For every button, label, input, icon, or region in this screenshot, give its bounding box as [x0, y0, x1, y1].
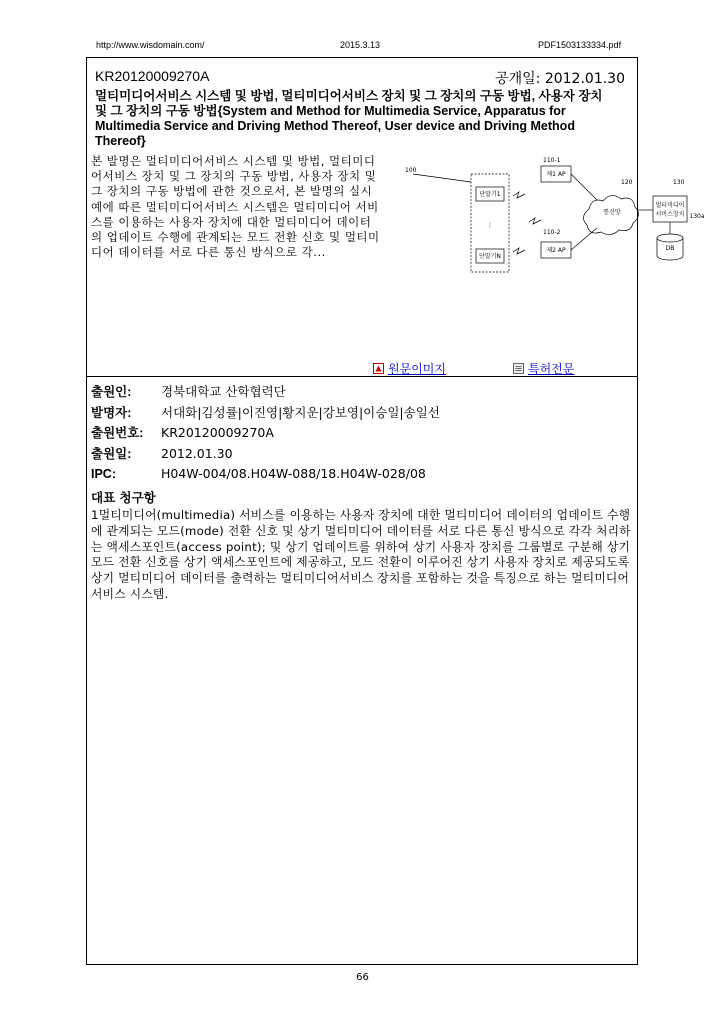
fig-label-110-2: 110-2 [543, 229, 561, 236]
meta-row-inventor [91, 403, 440, 424]
header-date: 2015.3.13 [340, 40, 381, 50]
fig-label-130a: 130a [689, 213, 705, 220]
record-frame [86, 57, 705, 965]
meta-value: KR20120009270A [161, 425, 274, 440]
publication-number: KR20120009270A [95, 68, 210, 84]
full-text-link-wrap [513, 360, 574, 377]
meta-row-ipc [91, 464, 440, 485]
summary-section [87, 58, 705, 377]
fig-wireless-2 [513, 248, 525, 254]
patent-title: 멀티미디어서비스 시스템 및 방법, 멀티미디어서비스 장치 및 그 장치의 구동 방법, 사용자 장치 및 그 장치의 구동 방법{System and Method for Multimedia Service, Apparatus for Multimedia Service and Driving Method Thereof, User device and Driving Method Thereof} [95, 89, 603, 148]
meta-value: 2012.01.30 [161, 445, 233, 461]
fig-service-label-2: 서비스장치 [655, 211, 685, 218]
original-image-link-wrap [373, 360, 446, 377]
header-url: http://www.wisdomain.com/ [96, 40, 205, 50]
fig-network-label: 통신망 [603, 209, 621, 216]
fig-service-label-1: 멀티미디어 [655, 202, 685, 209]
claim-heading: 대표 청구항 [91, 490, 156, 505]
meta-key: 출원인: [91, 385, 132, 399]
meta-key: IPC: [91, 467, 116, 481]
fig-wireless-1 [513, 192, 525, 198]
bibliographic-info [91, 382, 440, 485]
original-image-link[interactable]: 원문이미지 [388, 362, 446, 376]
fig-terminal-1-label: 단말기1 [479, 191, 501, 198]
meta-key: 출원번호: [91, 426, 144, 440]
fig-db-label: DB [665, 245, 675, 252]
fig-label-120: 120 [621, 179, 633, 186]
meta-row-applicant [91, 382, 440, 403]
fig-terminal-n-label: 단말기N [479, 253, 501, 260]
abstract-text: 본 발명은 멀티미디어서비스 시스템 및 방법, 멀티미디어서비스 장치 및 그 장치의 구동 방법, 사용자 장치 및 그 장치의 구동 방법에 관한 것으로서, 본 발명의 실시예에 따른 멀티미디어서비스 시스템은 멀티미디어 서비스를 이용하는 사용자 장치에 대한 멀티미디어 데이터의 업데이트 수행에 관계되는 모드 전환 신호 및 멀티미디어 데이터를 서로 다른 통신 방식으로 각... [91, 154, 380, 260]
fig-link-ap1 [571, 174, 597, 200]
pdf-icon [373, 363, 384, 374]
fig-wireless-3 [529, 218, 541, 224]
meta-value: 경북대학교 산학협력단 [161, 384, 286, 399]
fig-label-100: 100 [405, 167, 417, 174]
fig-terminal-dots: ⋮ [487, 222, 493, 229]
page-number: 66 [356, 972, 369, 983]
fig-label-110-1: 110-1 [543, 157, 561, 164]
document-icon [513, 363, 524, 374]
fig-link-ap2 [571, 228, 597, 250]
meta-value: H04W-004/08.H04W-088/18.H04W-028/08 [161, 466, 426, 481]
fig-leader-100 [413, 174, 471, 182]
fig-service-box [653, 196, 687, 222]
full-text-link[interactable]: 특허전문 [528, 362, 575, 376]
fig-label-130: 130 [673, 179, 685, 186]
publication-date: 공개일: 2012.01.30 [495, 71, 625, 87]
meta-key: 출원일: [91, 446, 132, 461]
meta-value: 서대화|김성률|이진영|황지운|강보영|이승일|송일선 [161, 404, 440, 420]
meta-key: 발명자: [91, 405, 132, 420]
header-filename: PDF1503133334.pdf [538, 40, 622, 50]
claim-text: 1멀티미디어(multimedia) 서비스를 이용하는 사용자 장치에 대한 멀티미디어 데이터의 업데이트 수행에 관계되는 모드(mode) 전환 신호 및 상기 멀티미디어 데이터를 서로 다른 통신 방식으로 각각 처리하는 액세스포인트(access point); 및 상기 업데이트를 위하여 상기 사용자 장치를 그룹별로 구분해 상기 모드 전환 신호를 상기 액세스포인트에 제공하고, 모드 전환이 이루어진 상기 사용자 장치로 제공되도록 상기 멀티미디어 데이터를 출력하는 멀티미디어서비스 장치를 포함하는 것을 특징으로 하는 멀티미디어서비스 시스템. [91, 508, 631, 601]
fig-ap1-label: 제1 AP [546, 171, 566, 178]
meta-row-application-number [91, 423, 440, 444]
representative-figure [383, 154, 705, 274]
meta-row-application-date [91, 444, 440, 465]
fig-ap2-label: 제2 AP [546, 247, 566, 254]
